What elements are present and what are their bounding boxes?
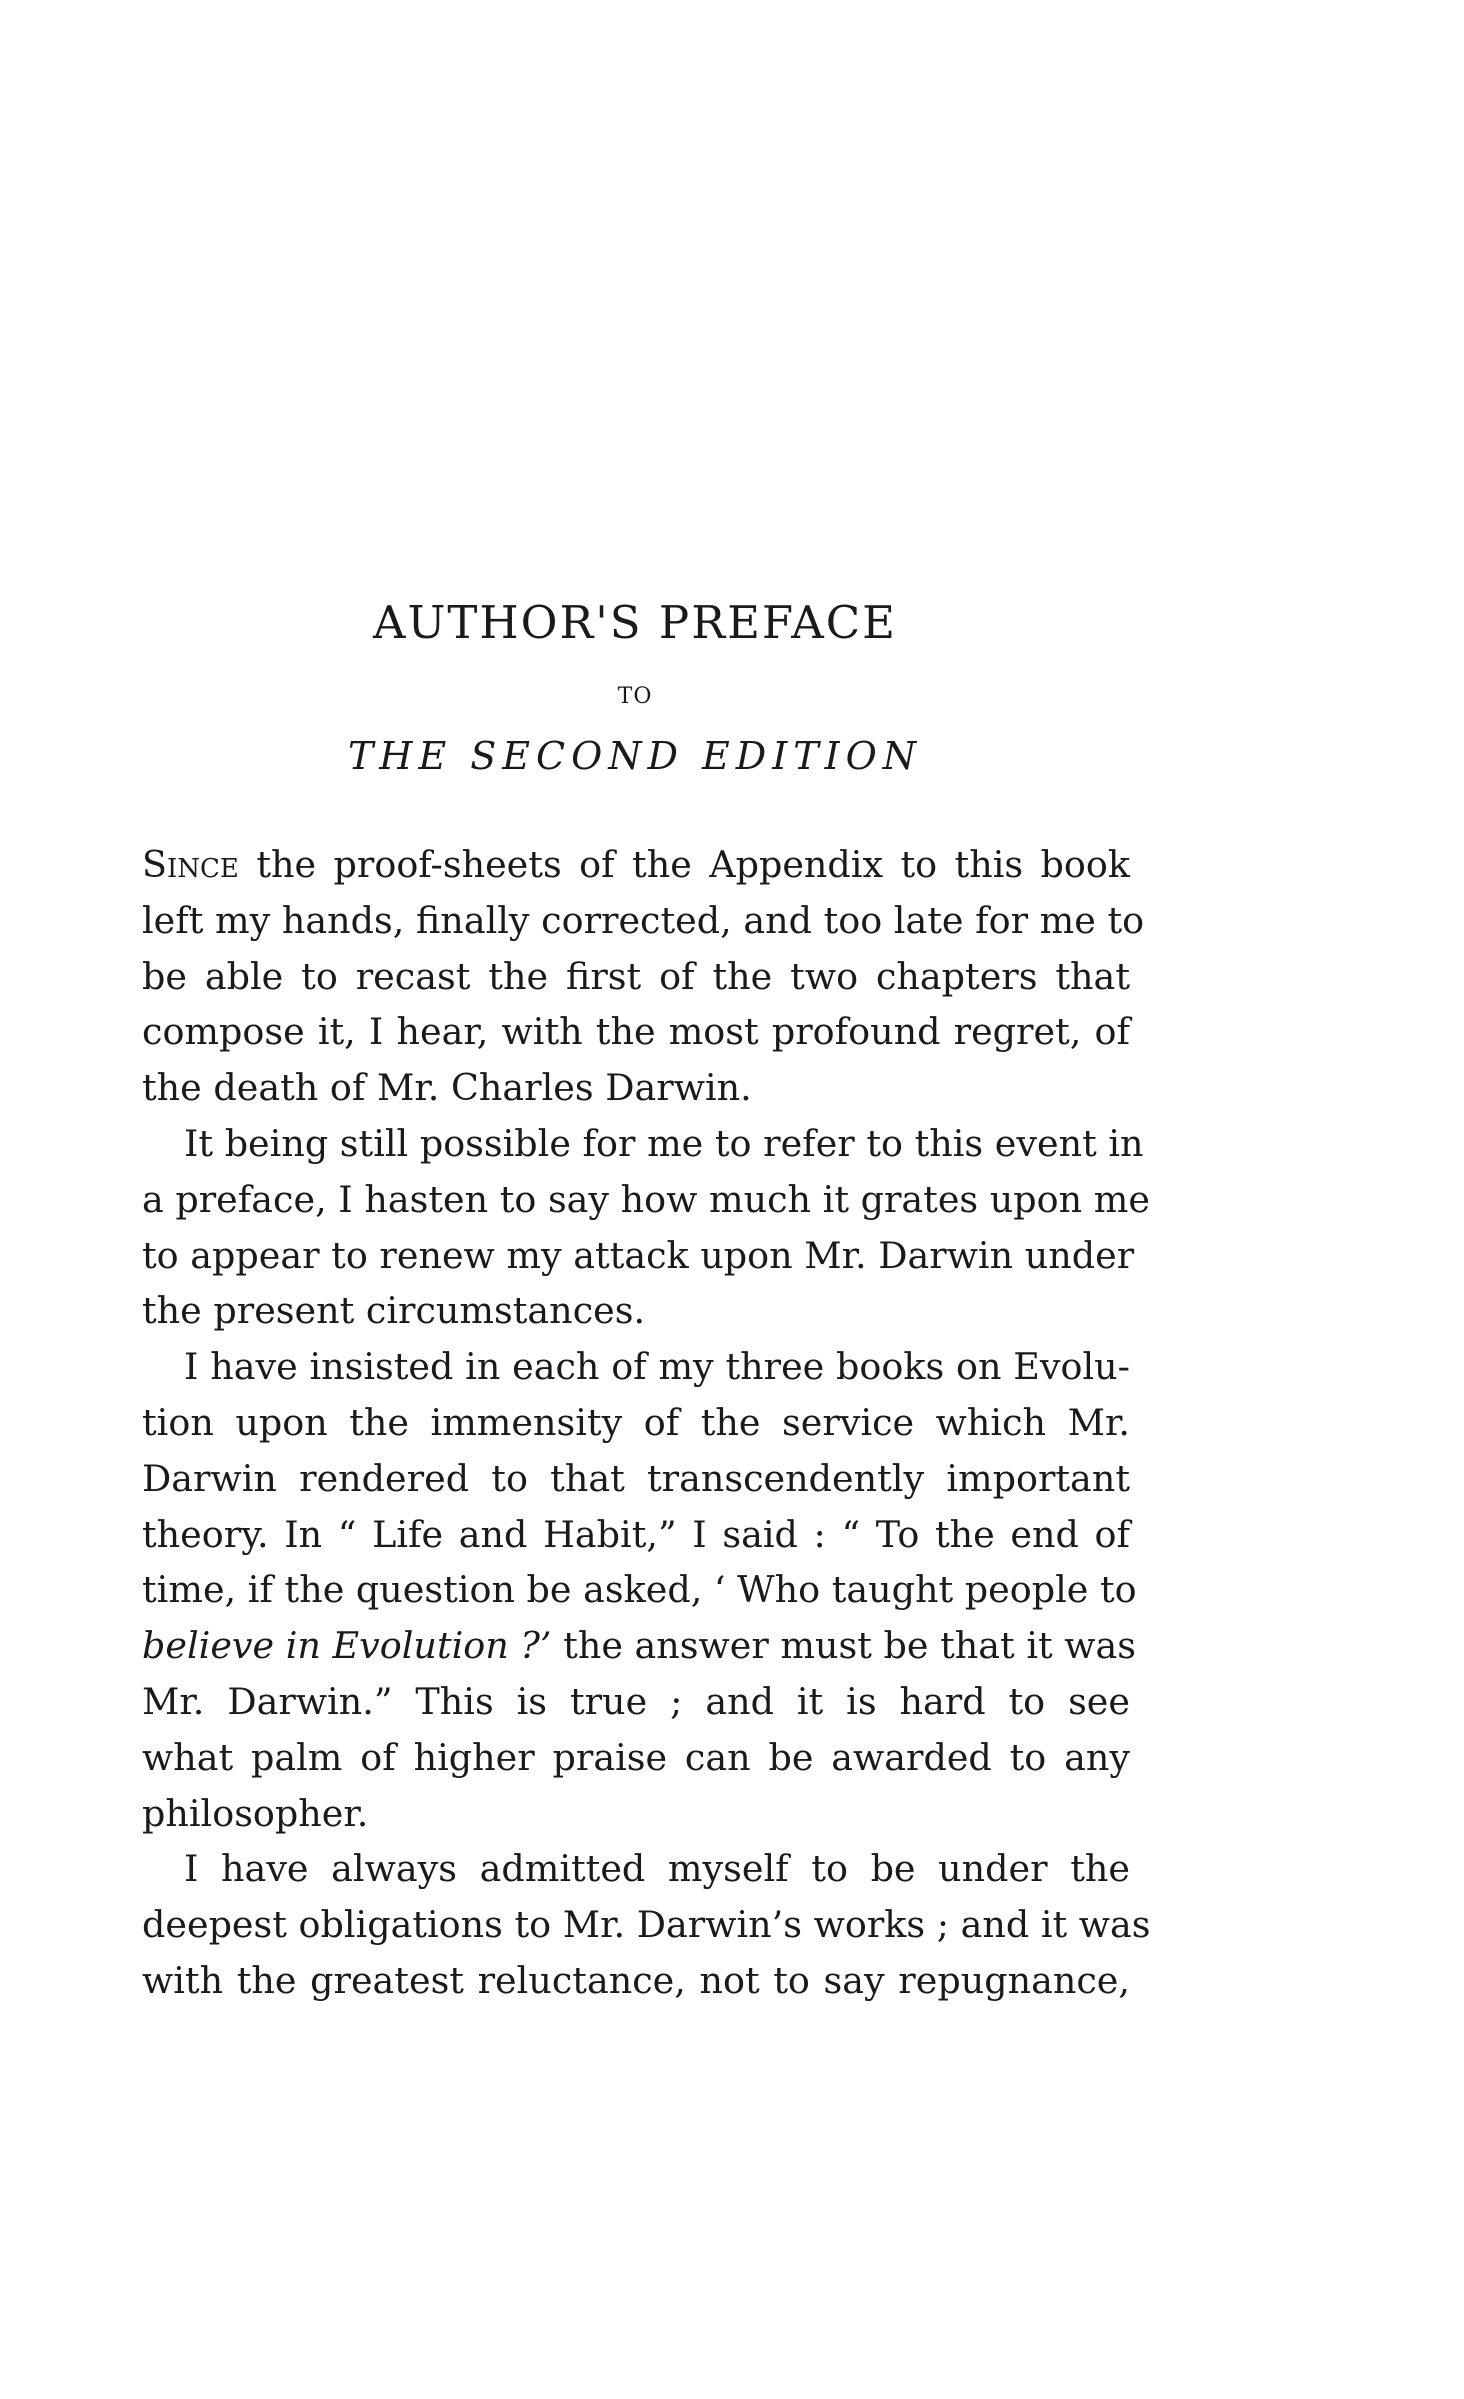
text-line: I have always admitted myself to be under the: [184, 1847, 1130, 1891]
text-line: theory. In “ Life and Habit,” I said : “ To the end of: [142, 1512, 1130, 1556]
text-line: I have insisted in each of my three books on Evolu-: [184, 1345, 1130, 1389]
paragraph-4: [142, 1841, 1151, 2008]
text-line: to appear to renew my attack upon Mr. Darwin under: [142, 1233, 1135, 1277]
text-line: Mr. Darwin.” This is true ; and it is hard to see: [142, 1679, 1130, 1723]
paragraph-1: [142, 837, 1145, 1116]
text-span: the proof-sheets of the Appendix to this book: [238, 843, 1130, 886]
text-line: be able to recast the first of the two chapters that: [142, 954, 1130, 998]
paragraph-3: [142, 1339, 1137, 1841]
text-line: deepest obligations to Mr. Darwin’s works ; and it was: [142, 1903, 1151, 1947]
text-line: what palm of higher praise can be awarded to any: [142, 1735, 1130, 1779]
text-span: the answer must be that it was: [551, 1624, 1136, 1668]
text-line: left my hands, finally corrected, and too late for me to: [142, 898, 1145, 942]
text-line: the present circumstances.: [142, 1289, 646, 1333]
page-subtitle: THE SECOND EDITION: [347, 734, 923, 778]
text-line: [142, 1618, 1136, 1674]
paragraph-2: [142, 1116, 1150, 1339]
text-line: the death of Mr. Charles Darwin.: [142, 1066, 752, 1110]
text-line: Darwin rendered to that transcendently important: [142, 1456, 1130, 1500]
title-connector: TO: [617, 684, 653, 709]
text-line: a preface, I hasten to say how much it grates upon me: [142, 1177, 1150, 1221]
preface-text: [142, 837, 1151, 2009]
text-line: compose it, I hear, with the most profound regret, of: [142, 1010, 1130, 1054]
text-line: tion upon the immensity of the service which Mr.: [142, 1400, 1130, 1444]
text-line: It being still possible for me to refer to this event in: [184, 1121, 1144, 1165]
text-line: time, if the question be asked, ‘ Who taught people to: [142, 1568, 1137, 1612]
text-line: philosopher.: [142, 1791, 369, 1835]
page-title: AUTHOR'S PREFACE: [372, 596, 898, 649]
italic-span: believe in Evolution ?’: [142, 1624, 552, 1668]
drop-word: Since: [142, 843, 239, 886]
text-line: [142, 837, 1130, 893]
text-line: with the greatest reluctance, not to say repugnance,: [142, 1958, 1130, 2002]
